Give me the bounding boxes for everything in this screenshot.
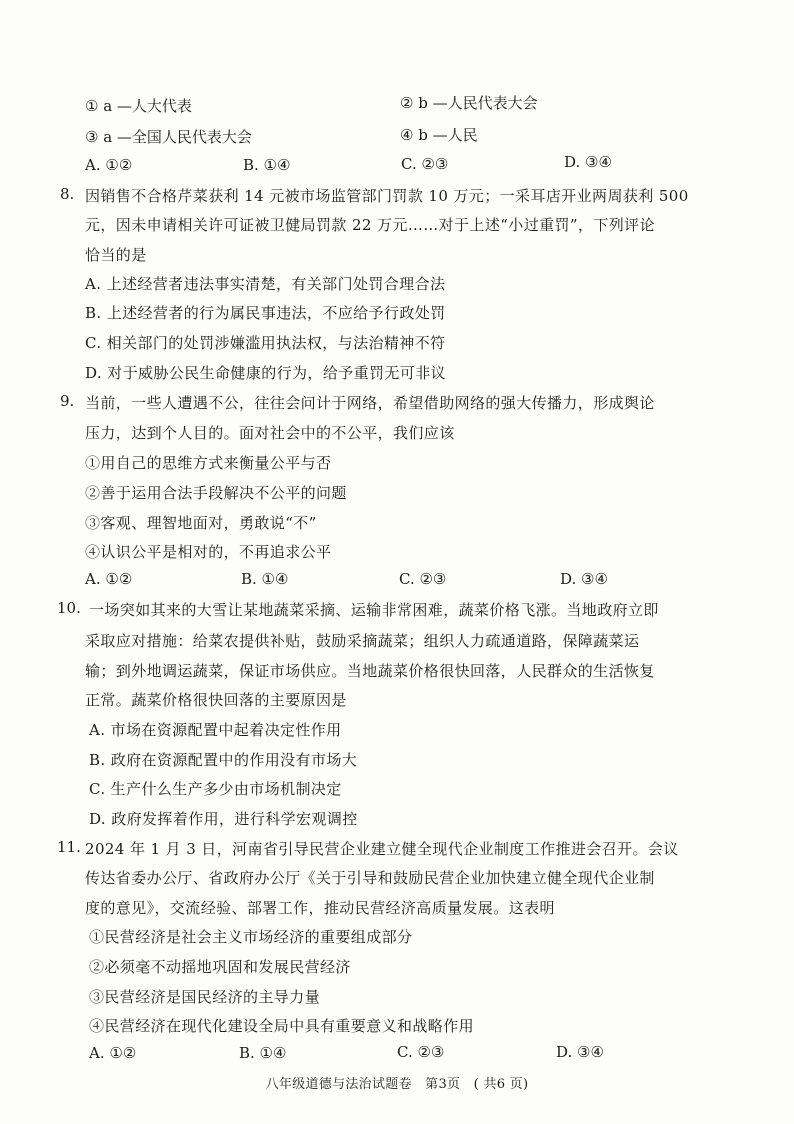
q8-option-c[interactable]: C. 相关部门的处罚涉嫌滥用执法权，与法治精神不符	[85, 334, 446, 352]
q9-statement-4: ④认识公平是相对的，不再追求公平	[85, 543, 332, 561]
q10-stem-line: 一场突如其来的大雪让某地蔬菜采摘、运输非常困难，蔬菜价格飞涨。当地政府立即	[89, 601, 659, 619]
page-footer: 八年级道德与法治试题卷 第3页 ( 共6 页)	[265, 1077, 529, 1092]
q7-option-4: ④ b —人民	[400, 126, 478, 144]
q8-stem-line: 恰当的是	[85, 246, 147, 264]
q11-choice-a[interactable]: A. ①②	[89, 1044, 137, 1062]
q10-stem-line: 正常。蔬菜价格很快回落的主要原因是	[85, 691, 347, 709]
q7-choice-c[interactable]: C. ②③	[401, 155, 449, 173]
q8-stem-line: 元，因未申请相关许可证被卫健局罚款 22 万元……对于上述“小过重罚”，下列评论	[85, 216, 655, 234]
q7-option-1: ① a —人大代表	[85, 97, 192, 115]
q11-choice-b[interactable]: B. ①④	[239, 1044, 287, 1062]
q9-statement-2: ②善于运用合法手段解决不公平的问题	[85, 484, 347, 502]
q11-choice-d[interactable]: D. ③④	[556, 1043, 604, 1061]
q9-statement-1: ①用自己的思维方式来衡量公平与否	[85, 454, 332, 472]
q9-choice-c[interactable]: C. ②③	[399, 570, 447, 588]
q7-option-3: ③ a —全国人民代表大会	[85, 128, 252, 146]
q11-number: 11.	[57, 838, 81, 856]
q8-number: 8.	[60, 185, 75, 203]
q8-option-a[interactable]: A. 上述经营者违法事实清楚，有关部门处罚合理合法	[85, 275, 446, 293]
q7-choice-a[interactable]: A. ①②	[85, 156, 133, 174]
q8-stem-line: 因销售不合格芹菜获利 14 元被市场监管部门罚款 10 万元；一采耳店开业两周获利 500	[85, 187, 689, 205]
q8-option-b[interactable]: B. 上述经营者的行为属民事违法，不应给予行政处罚	[85, 304, 446, 322]
q9-statement-3: ③客观、理智地面对，勇敢说“不”	[85, 514, 317, 532]
q9-stem-line: 当前，一些人遭遇不公，往往会问计于网络，希望借助网络的强大传播力，形成舆论	[85, 394, 655, 412]
q7-option-2: ② b —人民代表大会	[400, 94, 538, 112]
q9-stem-line: 压力，达到个人目的。面对社会中的不公平，我们应该	[85, 424, 455, 442]
q9-number: 9.	[60, 392, 75, 410]
q10-option-d[interactable]: D. 政府发挥着作用，进行科学宏观调控	[89, 810, 358, 828]
q10-stem-line: 采取应对措施：给菜农提供补贴，鼓励采摘蔬菜；组织人力疏通道路，保障蔬菜运	[85, 632, 640, 650]
q11-statement-2: ②必须毫不动摇地巩固和发展民营经济	[89, 958, 351, 976]
q10-number: 10.	[57, 599, 81, 617]
q7-choice-b[interactable]: B. ①④	[243, 156, 291, 174]
q9-choice-a[interactable]: A. ①②	[85, 570, 133, 588]
q11-statement-3: ③民营经济是国民经济的主导力量	[89, 988, 321, 1006]
q10-option-a[interactable]: A. 市场在资源配置中起着决定性作用	[89, 721, 342, 739]
q10-stem-line: 输；到外地调运蔬菜，保证市场供应。当地蔬菜价格很快回落，人民群众的生活恢复	[85, 662, 655, 680]
q8-option-d[interactable]: D. 对于威胁公民生命健康的行为，给予重罚无可非议	[85, 364, 447, 382]
q11-statement-4: ④民营经济在现代化建设全局中具有重要意义和战略作用	[89, 1017, 475, 1035]
q10-option-c[interactable]: C. 生产什么生产多少由市场机制决定	[89, 780, 342, 798]
q10-option-b[interactable]: B. 政府在资源配置中的作用没有市场大	[89, 751, 358, 769]
q9-choice-b[interactable]: B. ①④	[241, 570, 289, 588]
q11-stem-line: 度的意见》，交流经验、部署工作，推动民营经济高质量发展。这表明	[85, 899, 555, 917]
q11-choice-c[interactable]: C. ②③	[397, 1043, 445, 1061]
q7-choice-d[interactable]: D. ③④	[564, 153, 612, 171]
q11-stem-line: 2024 年 1 月 3 日，河南省引导民营企业建立健全现代企业制度工作推进会召开。会议	[85, 840, 679, 858]
q9-choice-d[interactable]: D. ③④	[560, 570, 608, 588]
q11-stem-line: 传达省委办公厅、省政府办公厅《关于引导和鼓励民营企业加快建立健全现代企业制	[85, 869, 655, 887]
q11-statement-1: ①民营经济是社会主义市场经济的重要组成部分	[89, 928, 413, 946]
